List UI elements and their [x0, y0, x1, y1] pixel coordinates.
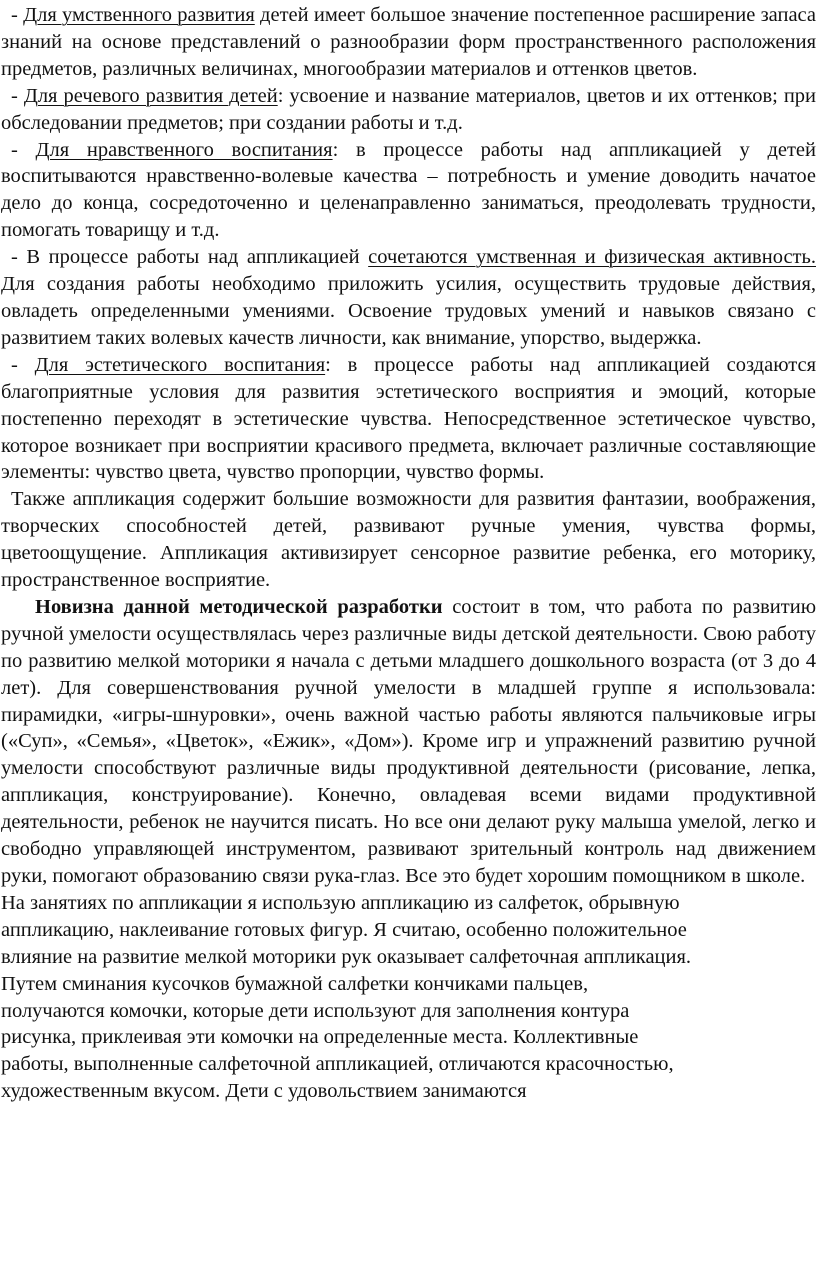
text-line: аппликацию, наклеивание готовых фигур. Я считаю, особенно положительное — [1, 918, 687, 941]
paragraph-text: : усвоение и название материалов, цветов и их оттенков; при обследовании предметов; при создании работы и т.д. — [1, 84, 816, 134]
bullet-dash: - — [11, 138, 36, 161]
text-line: работы, выполненные салфеточной аппликацией, отличаются красочностью, — [1, 1053, 674, 1076]
bullet-dash: - — [11, 4, 24, 26]
text-line: рисунка, приклеивая эти комочки на определенные места. Коллективные — [1, 1026, 639, 1049]
paragraph-text: состоит в том, что работа по развитию ручной умелости осуществлялась через различные виды детской деятельности. Свою работу по развитию мелкой моторики я начала с детьми младшего дошкольного возраста (от 3 до 4 лет). Для совершенствования ручной умелости в младшей группе я использовала: пирамидки, «игры-шнуровки», очень важной частью работы являются пальчиковые игры («Суп», «Семья», «Цветок», «Ежик», «Дом»). Кроме игр и упражнений развитию ручной умелости способствуют различные виды продуктивной деятельности (рисование, лепка, аппликация, конструирование). Конечно, овладевая всеми видами продуктивной деятельности, ребенок не научится писать. Но все они делают руку малыша умелой, легко и свободно управляющей инструментом, развивают зрительный контроль над движением руки, помогают образованию связи рука-глаз. Все это будет хорошим помощником в школе. — [1, 595, 816, 887]
paragraph-mental-physical-activity — [1, 244, 816, 352]
paragraph-text: Для создания работы необходимо приложить усилия, осуществить трудовые действия, овладеть определенными умениями. Освоение трудовых умений и навыков связано с развитием таких волевых качеств личности, как внимание, упорство, выдержка. — [1, 273, 816, 349]
text-line: Путем сминания кусочков бумажной салфетки кончиками пальцев, — [1, 972, 589, 995]
underlined-heading: Для умственного развития — [23, 4, 255, 26]
bullet-dash: - — [11, 353, 35, 376]
paragraph-text: Также аппликация содержит большие возможности для развития фантазии, воображения, творческих способностей детей, развивают ручные умения, чувства формы, цветоощущение. Аппликация активизирует сенсорное развитие ребенка, его моторику, пространственное восприятие. — [1, 488, 816, 592]
paragraph-text: детей имеет большое значение постепенное расширение запаса знаний на основе представлений о разнообразии форм пространственного расположения предметов, различных величинах, многообразии материалов и оттенков цветов. — [1, 4, 816, 80]
paragraph-application-possibilities — [1, 486, 816, 594]
bold-heading: Новизна данной методической разработки — [35, 595, 443, 618]
underlined-heading: Для нравственного воспитания — [35, 138, 333, 161]
bullet-dash: - — [11, 84, 24, 107]
underlined-phrase: сочетаются умственная и физическая активность. — [368, 246, 816, 269]
paragraph-napkin-application — [1, 890, 816, 1105]
text-line: получаются комочки, которые дети используют для заполнения контура — [1, 999, 630, 1022]
text-line: влияние на развитие мелкой моторики рук оказывает салфеточная аппликация. — [1, 945, 692, 968]
paragraph-mental-development — [1, 2, 816, 83]
paragraph-moral-education — [1, 137, 816, 245]
paragraph-lead-text: - В процессе работы над аппликацией — [11, 246, 369, 269]
text-line: На занятиях по аппликации я использую аппликацию из салфеток, обрывную — [1, 891, 680, 914]
paragraph-novelty — [1, 594, 816, 890]
paragraph-text: : в процессе работы над аппликацией у детей воспитываются нравственно-волевые качества – потребность и умение доводить начатое дело до конца, сосредоточенно и целенаправленно заниматься, преодолевать трудности, помогать товарищу и т.д. — [1, 138, 816, 242]
paragraph-speech-development — [1, 83, 816, 137]
paragraph-text: : в процессе работы над аппликацией создаются благоприятные условия для развития эстетического восприятия и эмоций, которые постепенно переходят в эстетические чувства. Непосредственное эстетическое чувство, которое возникает при восприятии красивого предмета, включает различные составляющие элементы: чувство цвета, чувство пропорции, чувство формы. — [1, 353, 816, 484]
text-line: художественным вкусом. Дети с удовольствием занимаются — [1, 1080, 527, 1103]
paragraph-aesthetic-education — [1, 352, 816, 487]
underlined-heading: Для эстетического воспитания — [34, 353, 326, 376]
underlined-heading: Для речевого развития детей — [23, 84, 278, 107]
